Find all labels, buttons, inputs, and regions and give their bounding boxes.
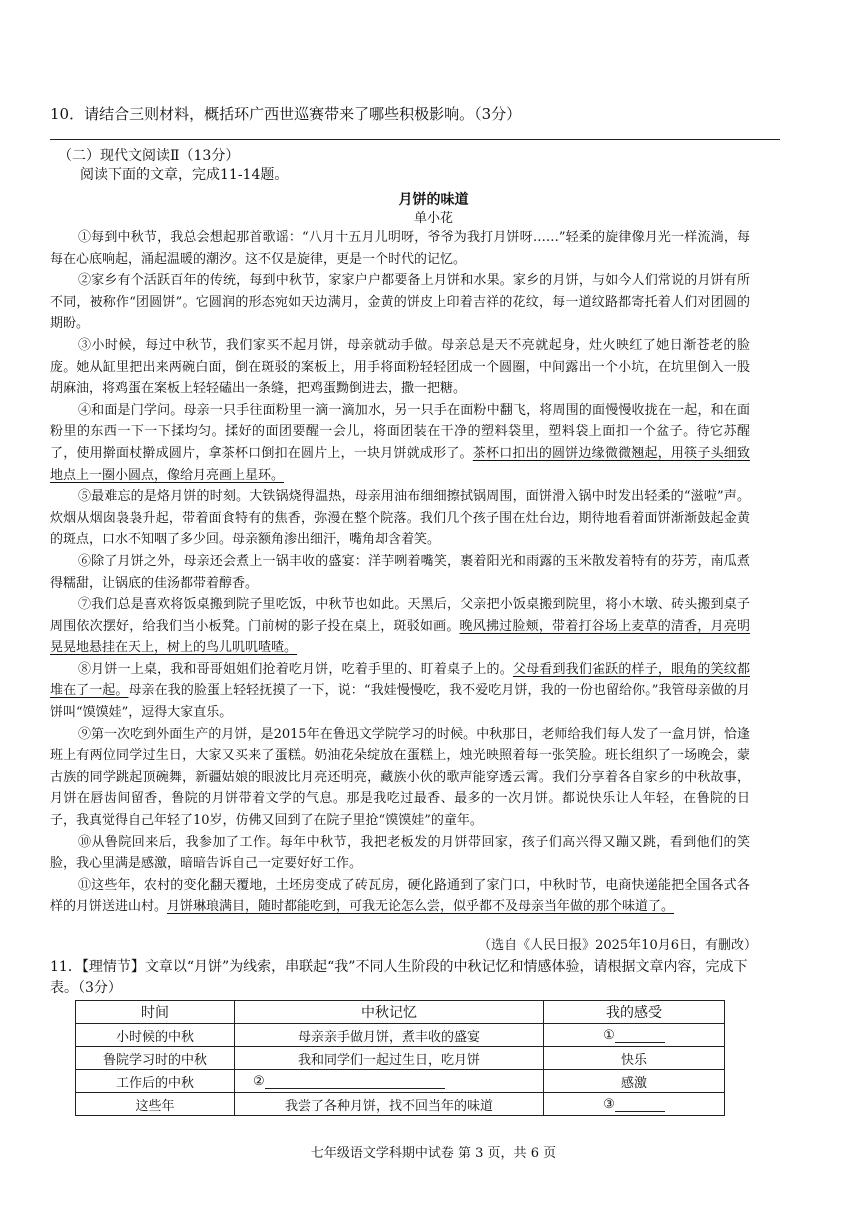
article-paragraph bbox=[50, 551, 750, 594]
paragraph-text: ③小时候，每过中秋节，我们家买不起月饼，母亲就动手做。母亲总是天不亮就起身，灶火映红了她日渐苍老的脸庞。她从缸里把出来两碗白面，倒在斑驳的案板上，用手将面粉轻轻团成一个圆圈，中间露出一个小坑，在坑里倒入一股胡麻油，将鸡蛋在案板上轻轻磕出一条缝，把鸡蛋黝倒进去，撒一把糖。 bbox=[50, 337, 750, 397]
table-cell: 这些年 bbox=[76, 1093, 235, 1116]
table-row bbox=[76, 1024, 725, 1047]
article-paragraph bbox=[50, 227, 750, 270]
section-heading: （二）现代文阅读Ⅱ（13分） bbox=[58, 148, 240, 164]
page-footer: 七年级语文学科期中试卷 第 3 页，共 6 页 bbox=[310, 1146, 557, 1161]
blank-line bbox=[615, 1028, 665, 1043]
paragraph-text: ①每到中秋节，我总会想起那首歌谣：“八月十五月儿明呀，爷爷为我打月饼呀……”轻柔的旋律像月光一样流淌，每每在心底响起，涌起温暖的潮汐。这不仅是旋律，更是一个时代的记忆。 bbox=[50, 230, 750, 267]
underlined-sentence: 茶杯口扣出的圆饼边缘微微翘起，用筷子头细致地点上一圈小圆点，像给月亮画上星环。 bbox=[50, 445, 750, 483]
article-author: 单小花 bbox=[413, 211, 453, 226]
table-cell: 小时候的中秋 bbox=[76, 1024, 235, 1047]
article-paragraph bbox=[50, 724, 750, 832]
paragraph-text: ⑧月饼一上桌，我和哥哥姐姐们抢着吃月饼，吃着手里的、盯着桌子上的。 bbox=[78, 661, 513, 677]
article-title: 月饼的味道 bbox=[398, 192, 469, 208]
article-paragraph bbox=[50, 832, 750, 875]
table-cell: 工作后的中秋 bbox=[76, 1070, 235, 1093]
blank-line bbox=[615, 1097, 665, 1112]
article-paragraph bbox=[50, 335, 750, 400]
paragraph-text: ②家乡有个活跃百年的传统，每到中秋节，家家户户都要备上月饼和水果。家乡的月饼，与如今人们常说的月饼有所不同，被称作“团圆饼”。它圆润的形态宛如天边满月，金黄的饼皮上印着吉祥的花纹，每一道纹路都寄托着人们对团圆的期盼。 bbox=[50, 273, 750, 332]
question-10: 10．请结合三则材料，概括环广西世巡赛带来了哪些积极影响。（3分） bbox=[50, 105, 522, 123]
answer-table bbox=[75, 1000, 725, 1116]
question-11: 11．【理情节】文章以“月饼”为线索，串联起“我”不同人生阶段的中秋记忆和情感体验，请根据文章内容，完成下表。（3分） bbox=[50, 959, 748, 996]
article-paragraph bbox=[50, 400, 750, 486]
article-paragraph bbox=[50, 594, 750, 659]
blank-number: ② bbox=[253, 1073, 265, 1089]
underlined-sentence: 父母看到我们雀跃的样子，眼角的笑纹都堆在了一起。 bbox=[50, 661, 750, 699]
table-cell: 快乐 bbox=[544, 1047, 725, 1070]
blank-line bbox=[265, 1074, 445, 1089]
reading-instruction: 阅读下面的文章，完成11-14题。 bbox=[80, 167, 289, 183]
blank-number: ① bbox=[603, 1027, 615, 1043]
table-header: 中秋记忆 bbox=[235, 1001, 544, 1024]
paragraph-text: ⑤最难忘的是烙月饼的时刻。大铁锅烧得温热，母亲用油布细细擦拭锅周围，面饼滑入锅中时发出轻柔的“滋啦”声。炊烟从烟囱袅袅升起，带着面食特有的焦香，弥漫在整个院落。我们几个孩子围在灶台边，期待地看着面饼渐渐鼓起金黄的斑点，口水不知咽了多少回。母亲额角渗出细汗，嘴角却含着笑。 bbox=[50, 489, 750, 548]
article-paragraph bbox=[50, 875, 750, 918]
table-cell: 我尝了各种月饼，找不回当年的味道 bbox=[235, 1093, 544, 1116]
table-header: 时间 bbox=[76, 1001, 235, 1024]
table-row bbox=[76, 1047, 725, 1070]
answer-blank-3[interactable] bbox=[544, 1093, 725, 1116]
table-row bbox=[76, 1093, 725, 1116]
article-source: （选自《人民日报》2025年10月6日，有删改） bbox=[478, 938, 757, 953]
table-header: 我的感受 bbox=[544, 1001, 725, 1024]
table-cell: 我和同学们一起过生日，吃月饼 bbox=[235, 1047, 544, 1070]
paragraph-text: ④和面是门学问。母亲一只手往面粉里一滴一滴加水，另一只手在面粉中翻飞，将周围的面慢慢收拢在一起，和在面粉里的东西一下一下揉均匀。揉好的面团要醒一会儿，将面团装在干净的塑料袋里，塑料袋上面扣一个盆子。待它苏醒了，使用擀面杖擀成圆片，拿茶杯口倒扣在圆片上，一块月饼就成形了。 bbox=[50, 402, 750, 461]
table-cell: 母亲亲手做月饼，煮丰收的盛宴 bbox=[235, 1024, 544, 1047]
section-divider bbox=[50, 139, 780, 140]
table-row bbox=[76, 1070, 725, 1093]
article-paragraph bbox=[50, 270, 750, 335]
underlined-sentence: 晚风拂过脸颊，带着打谷场上麦草的清香，月亮明晃晃地悬挂在天上，树上的鸟儿叽叽喳喳。 bbox=[50, 618, 750, 656]
article-paragraph bbox=[50, 486, 750, 551]
paragraph-text: ⑩从鲁院回来后，我参加了工作。每年中秋节，我把老板发的月饼带回家，孩子们高兴得又蹦又跳，看到他们的笑脸，我心里满是感激，暗暗告诉自己一定要好好工作。 bbox=[50, 834, 750, 872]
paragraph-text: ⑨第一次吃到外面生产的月饼，是2015年在鲁迅文学院学习的时候。中秋那日，老师给我们每人发了一盒月饼，恰逢班上有两位同学过生日，大家又买来了蛋糕。奶油花朵绽放在蛋糕上，烛光映照着每一张笑脸。班长组织了一场晚会，蒙古族的同学跳起顶碗舞，新疆姑娘的眼波比月亮还明亮，藏族小伙的歌声能穿透云霄。我们分享着各自家乡的中秋故事，月饼在唇齿间留香，鲁院的月饼带着文学的气息。那是我吃过最香、最多的一次月饼。都说快乐让人年轻，在鲁院的日子，我真觉得自己年轻了10岁，仿佛又回到了在院子里抢“馍馍娃”的童年。 bbox=[50, 726, 750, 829]
blank-number: ③ bbox=[603, 1096, 615, 1112]
table-cell: 鲁院学习时的中秋 bbox=[76, 1047, 235, 1070]
paragraph-text: ⑦我们总是喜欢将饭桌搬到院子里吃饭，中秋节也如此。天黑后，父亲把小饭桌搬到院里，将小木墩、砖头搬到桌子周围依次摆好，给我们当小板凳。门前树的影子投在桌上，斑驳如画。 bbox=[50, 597, 750, 634]
article-paragraph bbox=[50, 659, 750, 724]
answer-blank-2[interactable] bbox=[235, 1070, 544, 1093]
paragraph-text: ⑥除了月饼之外，母亲还会煮上一锅丰收的盛宴：洋芋咧着嘴笑，裹着阳光和雨露的玉米散发着特有的芬芳，南瓜煮得糯甜，让锅底的佳汤都带着醇香。 bbox=[50, 553, 750, 591]
table-header-row bbox=[76, 1001, 725, 1024]
paragraph-text: 母亲在我的脸蛋上轻轻抚摸了一下，说：“我娃慢慢吃，我不爱吃月饼，我的一份也留给你。”我管母亲做的月饼叫“馍馍娃”，逗得大家直乐。 bbox=[50, 683, 750, 721]
paragraph-text: ⑪这些年，农村的变化翻天覆地，土坯房变成了砖瓦房，硬化路通到了家门口，中秋时节，电商快递能把全国各式各样的月饼送进山村。 bbox=[50, 877, 750, 915]
underlined-sentence: 月饼琳琅满目，随时都能吃到，可我无论怎么尝，似乎都不及母亲当年做的那个味道了。 bbox=[167, 899, 675, 915]
article-body bbox=[50, 227, 750, 918]
answer-blank-1[interactable] bbox=[544, 1024, 725, 1047]
table-cell: 感激 bbox=[544, 1070, 725, 1093]
